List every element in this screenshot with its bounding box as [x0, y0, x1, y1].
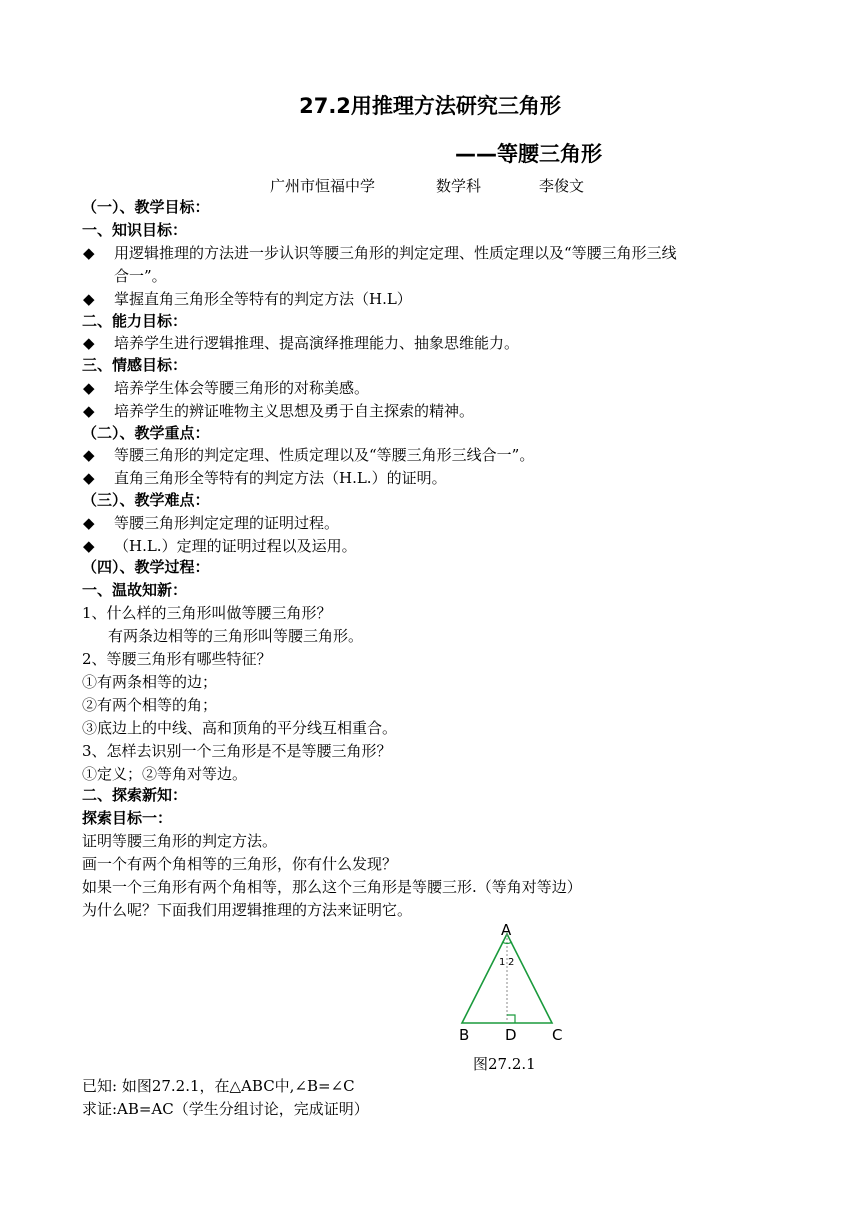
knowledge-item-1: 用逻辑推理的方法进一步认识等腰三角形的判定定理、性质定理以及“等腰三角形三线	[114, 244, 677, 262]
review-question-1: 1、什么样的三角形叫做等腰三角形？	[82, 604, 332, 622]
emotion-item-1: 培养学生体会等腰三角形的对称美感。	[114, 379, 370, 397]
review-question-2: 2、等腰三角形有哪些特征？	[82, 650, 272, 668]
label-d: D	[505, 1026, 517, 1044]
review-question-3: 3、怎样去识别一个三角形是不是等腰三角形？	[82, 742, 392, 760]
right-angle-mark	[507, 1015, 515, 1023]
bullet-icon: ◆	[83, 244, 95, 262]
bullet-icon: ◆	[83, 537, 95, 555]
label-angle-2: 2	[508, 957, 515, 968]
review-answer-2-2: ②有两个相等的角；	[82, 696, 218, 714]
emotion-heading: 三、情感目标：	[82, 356, 188, 374]
review-answer-2-1: ①有两条相等的边；	[82, 673, 218, 691]
bullet-icon: ◆	[83, 446, 95, 464]
document-subtitle: ——等腰三角形	[455, 142, 602, 166]
bullet-icon: ◆	[83, 514, 95, 532]
explore-heading: 二、探索新知：	[82, 786, 188, 804]
ability-item-1: 培养学生进行逻辑推理、提高演绎推理能力、抽象思维能力。	[114, 334, 520, 352]
bullet-icon: ◆	[83, 469, 95, 487]
review-answer-1: 有两条边相等的三角形叫等腰三角形。	[108, 627, 364, 645]
review-heading: 一、温故知新：	[82, 581, 188, 599]
explore-line-4: 为什么呢？下面我们用逻辑推理的方法来证明它。	[82, 901, 413, 919]
difficulty-heading: （三）、教学难点：	[82, 491, 210, 509]
triangle-figure	[440, 918, 590, 1048]
label-angle-1: 1	[499, 957, 506, 968]
ability-heading: 二、能力目标：	[82, 312, 188, 330]
key-heading: （二）、教学重点：	[82, 424, 210, 442]
goals-heading: （一）、教学目标：	[82, 198, 210, 216]
author-school: 广州市恒福中学	[270, 177, 376, 195]
label-b: B	[459, 1026, 470, 1044]
label-a: A	[501, 921, 512, 939]
difficulty-item-1: 等腰三角形判定定理的证明过程。	[114, 514, 340, 532]
label-c: C	[552, 1026, 563, 1044]
key-item-2: 直角三角形全等特有的判定方法（H.L.）的证明。	[114, 469, 447, 487]
key-item-1: 等腰三角形的判定定理、性质定理以及“等腰三角形三线合一”。	[114, 446, 535, 464]
prove-statement: 求证:AB=AC（学生分组讨论，完成证明）	[82, 1100, 369, 1118]
bullet-icon: ◆	[83, 379, 95, 397]
explore-line-3: 如果一个三角形有两个角相等，那么这个三角形是等腰三形.（等角对等边）	[82, 878, 582, 896]
explore-line-1: 证明等腰三角形的判定方法。	[82, 832, 278, 850]
knowledge-heading: 一、知识目标：	[82, 221, 188, 239]
bullet-icon: ◆	[83, 334, 95, 352]
knowledge-item-2: 掌握直角三角形全等特有的判定方法（H.L）	[114, 290, 412, 308]
bullet-icon: ◆	[83, 402, 95, 420]
author-name: 李俊文	[539, 177, 585, 195]
review-answer-3: ①定义；②等角对等边。	[82, 765, 248, 783]
explore-goal: 探索目标一：	[82, 809, 173, 827]
review-answer-2-3: ③底边上的中线、高和顶角的平分线互相重合。	[82, 719, 398, 737]
bullet-icon: ◆	[83, 290, 95, 308]
knowledge-item-1-cont: 合一”。	[114, 267, 167, 285]
figure-caption: 图27.2.1	[473, 1055, 536, 1073]
difficulty-item-2: （H.L.）定理的证明过程以及运用。	[114, 537, 357, 555]
given-statement: 已知: 如图27.2.1，在△ABC中,∠B=∠C	[82, 1077, 355, 1095]
process-heading: （四）、教学过程：	[82, 558, 210, 576]
document-title: 27.2用推理方法研究三角形	[299, 94, 561, 118]
emotion-item-2: 培养学生的辨证唯物主义思想及勇于自主探索的精神。	[114, 402, 475, 420]
author-subject: 数学科	[436, 177, 482, 195]
explore-line-2: 画一个有两个角相等的三角形，你有什么发现？	[82, 855, 398, 873]
